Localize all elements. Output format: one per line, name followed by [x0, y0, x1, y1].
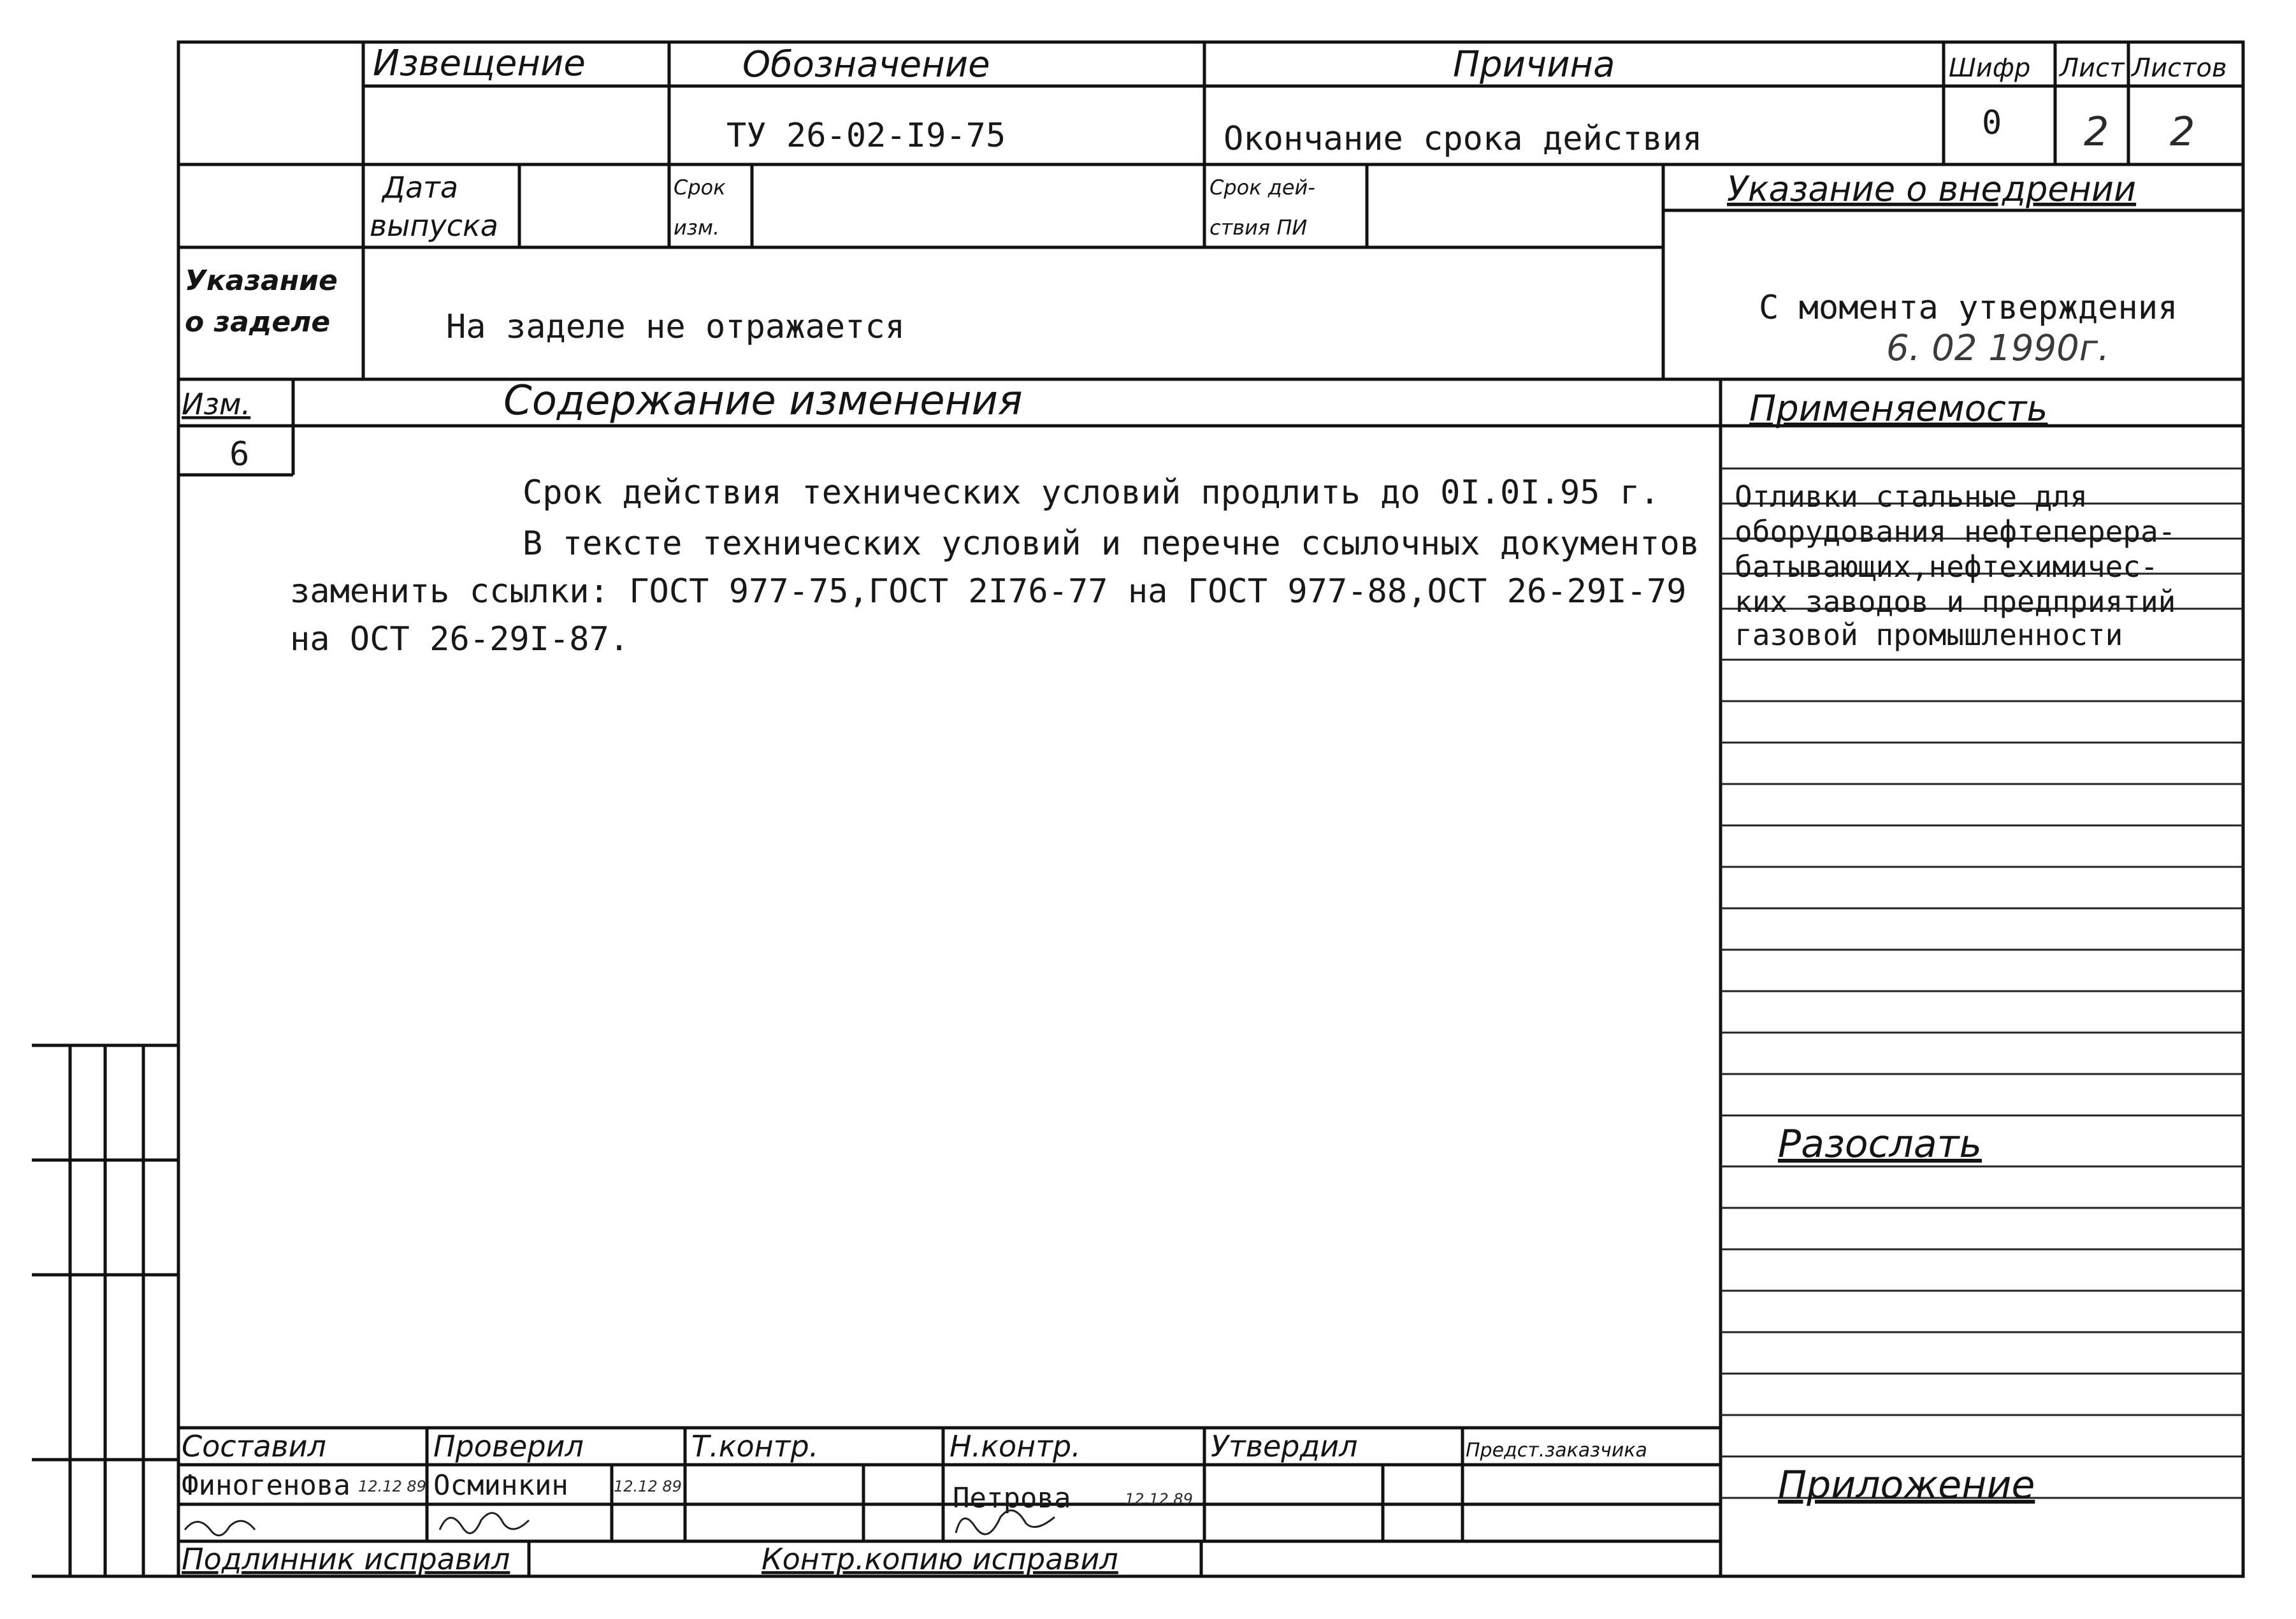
cipher-value: 0 [1982, 104, 2002, 142]
tech-control-label: Т.контр. [691, 1429, 819, 1463]
applicability-line-4: ких заводов и предприятий [1735, 584, 2176, 619]
notice-label: Извещение [373, 43, 586, 84]
validity-label-2: ствия ПИ [1209, 215, 1308, 240]
applicability-line-1: Отливки стальные для [1735, 479, 2088, 514]
applicability-line-2: оборудования нефтеперера- [1735, 514, 2176, 549]
form-grid [32, 42, 2243, 1576]
sheet-value: 2 [2084, 108, 2109, 155]
backlog-label-2: о заделе [185, 306, 331, 338]
implementation-text: С момента утверждения [1759, 289, 2178, 327]
compiled-date: 12.12 89 [358, 1477, 426, 1495]
change-number: 6 [229, 435, 250, 474]
checked-signature [440, 1513, 529, 1534]
validity-label: Срок дей- [1209, 175, 1315, 200]
implementation-label: Указание о внедрении [1727, 169, 2137, 209]
checked-label: Проверил [433, 1429, 584, 1463]
content-line-4: на ОСТ 26-29I-87. [290, 620, 630, 658]
attachment-label: Приложение [1778, 1463, 2035, 1507]
content-line-2: В тексте технических условий и перечне ссылочных документов [523, 525, 1700, 563]
norm-control-date: 12.12 89 [1125, 1490, 1193, 1508]
checked-name: Осминкин [433, 1469, 568, 1502]
backlog-label: Указание [185, 265, 338, 297]
issue-date-label: Дата [382, 170, 459, 205]
cipher-label: Шифр [1949, 54, 2031, 83]
outer-frame [178, 42, 2243, 1576]
change-content-title: Содержание изменения [503, 377, 1023, 425]
reason-value: Окончание срока действия [1224, 120, 1703, 158]
checked-date: 12.12 89 [614, 1477, 682, 1495]
norm-control-label: Н.контр. [949, 1429, 1081, 1463]
designation-label: Обозначение [742, 44, 990, 85]
applicability-line-5: газовой промышленности [1735, 618, 2123, 652]
issue-date-label-2: выпуска [370, 208, 498, 243]
sheets-label: Листов [2132, 54, 2227, 83]
backlog-text: На заделе не отражается [446, 308, 906, 346]
content-line-3: заменить ссылки: ГОСТ 977-75,ГОСТ 2I76-77 на ГОСТ 977-88,ОСТ 26-29I-79 [290, 572, 1687, 611]
applicability-label: Применяемость [1749, 388, 2048, 430]
customer-rep-label: Предст.заказчика [1466, 1439, 1647, 1462]
compiled-name: Финогенова [182, 1469, 350, 1502]
control-copy-label: Контр.копию исправил [762, 1542, 1118, 1576]
norm-control-name: Петрова [953, 1482, 1071, 1514]
content-line-1: Срок действия технических условий продлить до 0I.0I.95 г. [523, 474, 1660, 512]
change-term-label: Срок [674, 175, 726, 200]
distribution-label: Разослать [1778, 1122, 1982, 1166]
reason-label: Причина [1453, 44, 1615, 85]
change-term-label-2: изм. [674, 215, 720, 240]
original-corrected-label: Подлинник исправил [182, 1542, 510, 1576]
approved-label: Утвердил [1211, 1429, 1358, 1463]
sheets-value: 2 [2170, 108, 2195, 155]
compiled-label: Составил [182, 1429, 326, 1463]
designation-value: ТУ 26-02-I9-75 [726, 117, 1006, 155]
implementation-date: 6. 02 1990г. [1886, 328, 2110, 369]
compiled-signature [185, 1521, 255, 1536]
applicability-line-3: батывающих,нефтехимичес- [1735, 549, 2158, 584]
sheet-label: Лист [2060, 54, 2125, 83]
change-number-label: Изм. [182, 387, 251, 421]
